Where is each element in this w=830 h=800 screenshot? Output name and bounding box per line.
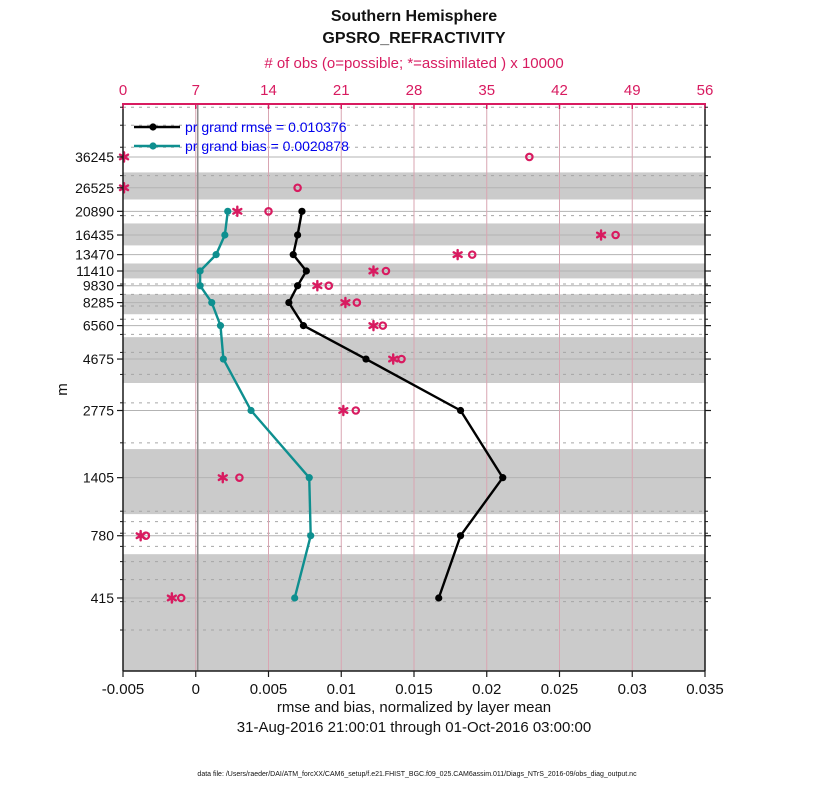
svg-text:7: 7 [191, 82, 200, 99]
svg-text:-0.005: -0.005 [101, 681, 145, 698]
rmse-line-point [294, 282, 301, 289]
svg-text:49: 49 [623, 82, 641, 99]
rmse-line-point [285, 299, 292, 306]
bias-line-point [197, 282, 204, 289]
svg-text:26525: 26525 [75, 179, 114, 196]
svg-text:56: 56 [696, 82, 714, 99]
date-range-label: 31-Aug-2016 21:00:01 through 01-Oct-2016 03:00:00 [236, 719, 592, 736]
rmse-line-point [435, 594, 442, 601]
svg-text:0: 0 [191, 681, 200, 698]
svg-text:0.035: 0.035 [686, 681, 724, 698]
rmse-line-point [457, 407, 464, 414]
svg-text:780: 780 [90, 527, 114, 544]
rmse-line-point [457, 532, 464, 539]
legend [134, 117, 349, 155]
svg-text:2775: 2775 [82, 402, 114, 419]
svg-text:0.02: 0.02 [472, 681, 502, 698]
page-title: Southern Hemisphere [330, 8, 498, 25]
svg-text:36245: 36245 [75, 148, 114, 165]
bias-line-point [220, 355, 227, 362]
top-axis-label: # of obs (o=possible; *=assimilated ) x 10000 [264, 55, 564, 72]
svg-text:415: 415 [90, 589, 114, 606]
svg-text:0.03: 0.03 [617, 681, 647, 698]
svg-text:6560: 6560 [82, 317, 114, 334]
svg-text:21: 21 [332, 82, 350, 99]
bias-line-point [217, 322, 224, 329]
svg-text:16435: 16435 [75, 227, 114, 244]
bias-line-point [247, 407, 254, 414]
rmse-line-point [290, 251, 297, 258]
legend-item-rmse [134, 117, 349, 136]
svg-text:0.005: 0.005 [249, 681, 288, 698]
svg-text:0.01: 0.01 [326, 681, 356, 698]
svg-text:20890: 20890 [75, 203, 114, 220]
svg-text:1405: 1405 [82, 469, 114, 486]
data-file-path: data file: /Users/raeder/DAI/ATM_forcXX/CAM6_setup/f.e21.FHIST_BGC.f09_025.CAM6assim.011/Diags_NTrS_2016-09/obs_diag_output.nc [197, 771, 637, 778]
bias-line-point [224, 208, 231, 215]
svg-text:8285: 8285 [82, 294, 114, 311]
legend-label: pr grand rmse = 0.010376 [185, 118, 347, 135]
svg-text:14: 14 [260, 82, 277, 99]
legend-item-bias [134, 136, 349, 155]
svg-text:42: 42 [551, 82, 568, 99]
legend-label: pr grand bias = 0.0020878 [185, 137, 349, 154]
rmse-line-point [499, 474, 506, 481]
legend-line-sample [134, 140, 180, 152]
svg-text:28: 28 [405, 82, 423, 99]
svg-text:11410: 11410 [76, 263, 114, 280]
observation-type-title: GPSRO_REFRACTIVITY [322, 30, 506, 47]
svg-text:0: 0 [118, 82, 128, 99]
bias-line-point [307, 532, 314, 539]
x-axis-label: rmse and bias, normalized by layer mean [276, 699, 552, 716]
bias-line-point [306, 474, 313, 481]
svg-text:4675: 4675 [82, 351, 114, 368]
rmse-line-point [294, 231, 301, 238]
y-axis-label: m [53, 383, 71, 396]
svg-text:35: 35 [478, 82, 496, 99]
bias-line-point [208, 299, 215, 306]
svg-text:13470: 13470 [75, 246, 114, 263]
bias-line-point [197, 267, 204, 274]
bias-line-point [213, 251, 220, 258]
bias-line-point [221, 231, 228, 238]
rmse-line-point [362, 355, 369, 362]
rmse-line-point [298, 208, 305, 215]
legend-line-sample [134, 121, 180, 133]
rmse-line-point [303, 267, 310, 274]
bias-line-point [291, 594, 298, 601]
svg-text:9830: 9830 [82, 277, 114, 294]
svg-text:0.025: 0.025 [540, 681, 579, 698]
rmse-line-point [300, 322, 307, 329]
svg-text:0.015: 0.015 [395, 681, 433, 698]
